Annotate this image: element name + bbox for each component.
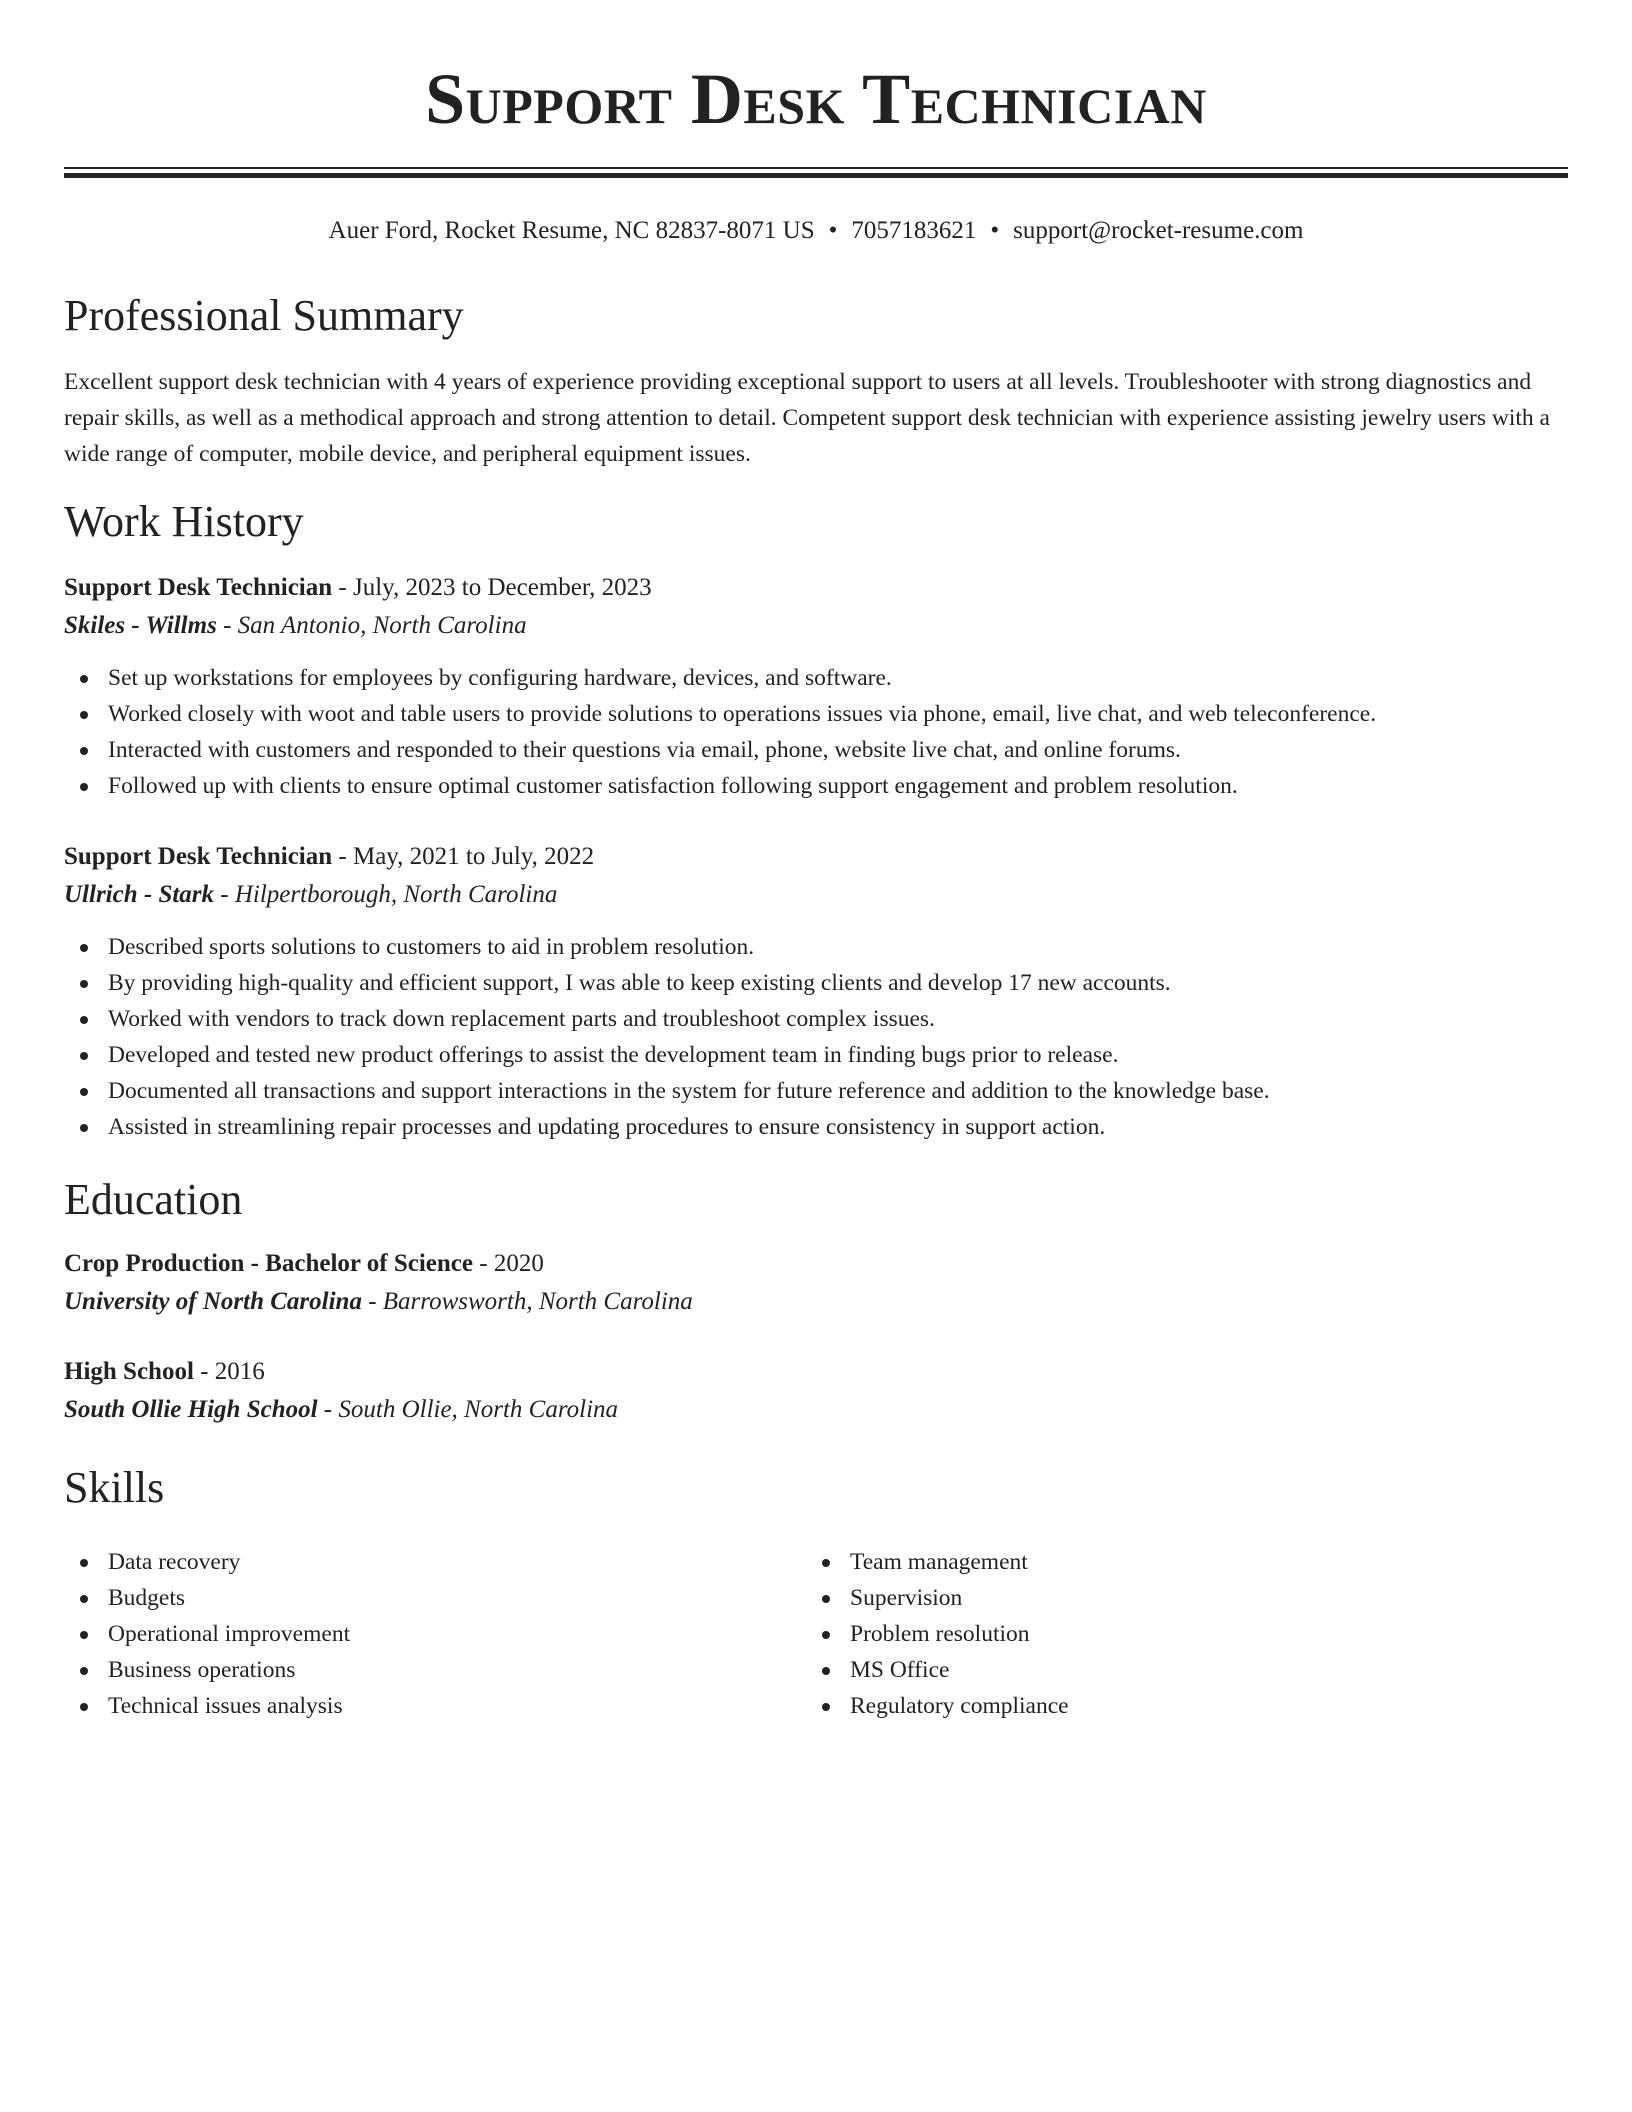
job-dates: - May, 2021 to July, 2022 [332, 843, 595, 870]
resume-title: Support Desk Technician [425, 59, 1207, 139]
resume-page [64, 0, 1568, 1719]
job-title: Support Desk Technician [64, 574, 333, 601]
job-duty: Assisted in streamlining repair processes and updating procedures to ensure consistency in support action. [64, 1109, 1270, 1145]
job-location: - San Antonio, North Carolina [216, 612, 527, 639]
job-duty: Followed up with clients to ensure optimal customer satisfaction following support engagement and problem resolution. [64, 768, 1376, 804]
skill-item: Operational improvement [64, 1616, 350, 1652]
skill-item: Regulatory compliance [806, 1688, 1069, 1724]
skill-item: Business operations [64, 1652, 350, 1688]
skills-list-right [806, 1544, 1069, 1724]
job-duty: Set up workstations for employees by configuring hardware, devices, and software. [64, 660, 1376, 696]
title-divider-thick [64, 173, 1568, 178]
education-heading: Education [64, 1175, 243, 1224]
contact-line [64, 212, 1568, 250]
skill-item: Budgets [64, 1580, 350, 1616]
skill-item: MS Office [806, 1652, 1069, 1688]
job-location: - Hilpertborough, North Carolina [214, 881, 558, 908]
job-duties-list [64, 929, 1270, 1145]
contact-address: Auer Ford, Rocket Resume, NC 82837-8071 US [328, 217, 815, 244]
summary-text: Excellent support desk technician with 4 years of experience providing exceptional support to users at all levels. Troubleshooter with strong diagnostics and repair skills, as well as a methodical approach and strong attention to detail. Competent support desk technician with experience assisting jewelry users with a wide range of computer, mobile device, and peripheral equipment issues. [64, 369, 1550, 467]
education-degree: High School [64, 1358, 194, 1385]
job-duty: Interacted with customers and responded to their questions via email, phone, website live chat, and online forums. [64, 732, 1376, 768]
education-location: - Barrowsworth, North Carolina [361, 1288, 693, 1315]
job-dates: - July, 2023 to December, 2023 [332, 574, 652, 601]
job-duty: Worked with vendors to track down replacement parts and troubleshoot complex issues. [64, 1001, 1270, 1037]
skill-item: Problem resolution [806, 1616, 1069, 1652]
education-school-line [64, 1283, 1568, 1321]
skill-item: Team management [806, 1544, 1069, 1580]
job-employer [64, 876, 1568, 914]
education-year: - 2016 [193, 1358, 265, 1385]
education-header [64, 1245, 1568, 1283]
job-header [64, 569, 1568, 607]
skills-list-left [64, 1544, 350, 1724]
title-divider-thin [64, 167, 1568, 169]
contact-email: support@rocket-resume.com [1013, 217, 1304, 244]
education-school-line [64, 1391, 1568, 1429]
job-duty: Described sports solutions to customers to aid in problem resolution. [64, 929, 1270, 965]
job-duty: Documented all transactions and support interactions in the system for future reference and addition to the knowledge base. [64, 1073, 1270, 1109]
job-duty: By providing high-quality and efficient support, I was able to keep existing clients and develop 17 new accounts. [64, 965, 1270, 1001]
contact-separator: • [828, 217, 838, 244]
job-header [64, 838, 1568, 876]
job-duties-list [64, 660, 1376, 804]
job-title: Support Desk Technician [64, 843, 333, 870]
skill-item: Supervision [806, 1580, 1069, 1616]
education-school: South Ollie High School [64, 1396, 318, 1423]
skills-heading: Skills [64, 1463, 165, 1512]
education-school: University of North Carolina [64, 1288, 362, 1315]
job-duty: Developed and tested new product offerings to assist the development team in finding bugs prior to release. [64, 1037, 1270, 1073]
job-company: Ullrich - Stark [64, 881, 215, 908]
contact-phone: 7057183621 [851, 217, 977, 244]
job-company: Skiles - Willms [64, 612, 217, 639]
skill-item: Data recovery [64, 1544, 350, 1580]
education-degree: Crop Production - Bachelor of Science [64, 1250, 473, 1277]
job-duty: Worked closely with woot and table users to provide solutions to operations issues via phone, email, live chat, and web teleconference. [64, 696, 1376, 732]
education-location: - South Ollie, North Carolina [317, 1396, 619, 1423]
work-history-heading: Work History [64, 497, 304, 546]
education-year: - 2020 [473, 1250, 544, 1277]
skill-item: Technical issues analysis [64, 1688, 350, 1724]
education-header [64, 1353, 1568, 1391]
summary-heading: Professional Summary [64, 291, 464, 340]
contact-separator: • [990, 217, 1000, 244]
job-employer [64, 607, 1568, 645]
